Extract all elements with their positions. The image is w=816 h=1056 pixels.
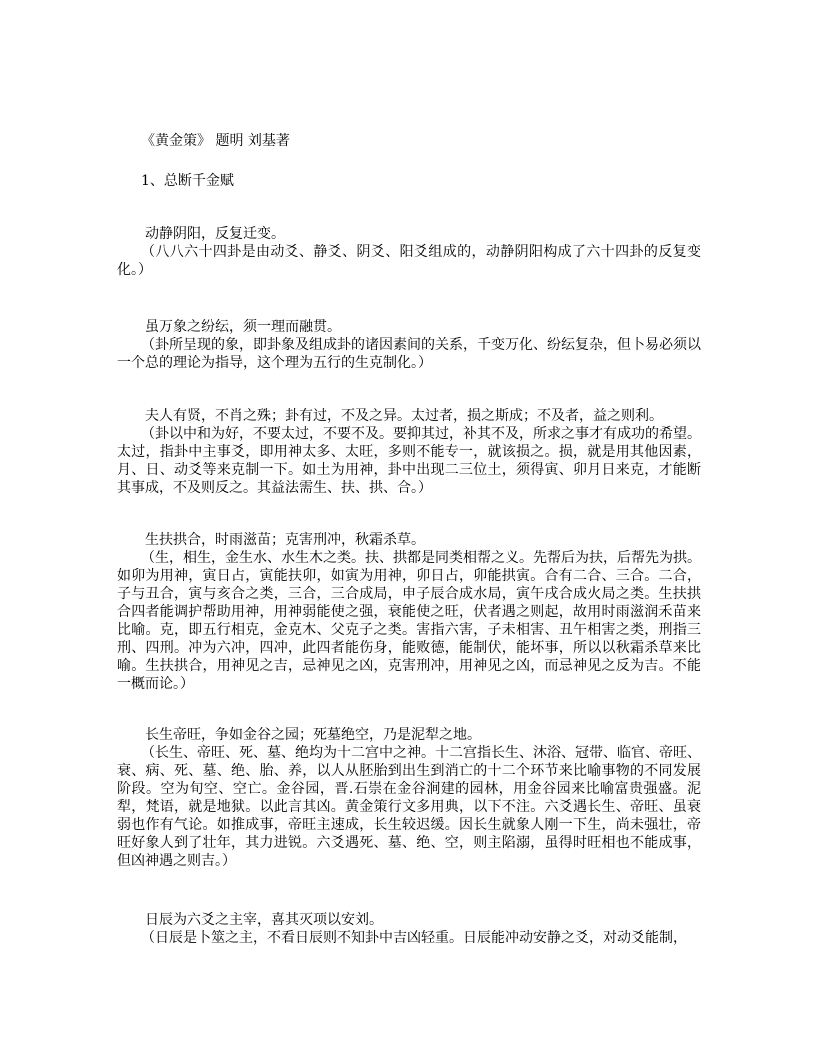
section-heading: 1、总断千金赋 [141,173,234,189]
passage-note: （八八六十四卦是由动爻、静爻、阴爻、阳爻组成的，动静阴阳构成了六十四卦的反复变化。） [117,244,701,278]
passage-6 [117,911,701,947]
passage-4 [117,531,701,693]
passage-1 [117,225,701,279]
passage-note: （卦以中和为好，不要太过，不要不及。要抑其过，补其不及，所求之事才有成功的希望。太过，指卦中主事爻，即用神太多、太旺，多则不能专一，就该损之。损，就是用其他因素，月、日、动爻等来克制一下。如土为用神，卦中出现二三位土，须得寅、卯月日来克，才能断其事成，不及则反之。其益法需生、扶、拱、合。） [117,426,701,496]
passage-2 [117,318,701,372]
passage-note: （卦所呈现的象，即卦象及组成卦的诸因素间的关系，千变万化、纷纭复杂，但卜易必须以一个总的理论为指导，这个理为五行的生克制化。） [117,337,701,371]
passage-note: （生，相生，金生水、水生木之类。扶、拱都是同类相帮之义。先帮后为扶，后帮先为拱。如卯为用神，寅日占，寅能扶卯，如寅为用神，卯日占，卯能拱寅。合有二合、三合。二合，子与丑合，寅与亥合之类，三合，三合成局，申子辰合成水局，寅午戌合成火局之类。生扶拱合四者能调护帮助用神，用神弱能使之强，衰能使之旺，伏者遇之则起，故用时雨滋润禾苗来比喻。克，即五行相克，金克木、父克子之类。害指六害，子未相害、丑午相害之类，刑指三刑、四刑。冲为六冲，四冲，此四者能伤身，能败德，能制伏，能坏事，所以以秋霜杀草来比喻。生扶拱合，用神见之吉，忌神见之凶，克害刑冲，用神见之凶，而忌神见之反为吉。不能一概而论。） [117,550,701,692]
passage-5 [117,726,701,870]
passage-verse: 日辰为六爻之主宰，喜其灭项以安刘。 [145,912,383,928]
passage-note: （长生、帝旺、死、墓、绝均为十二宫中之神。十二宫指长生、沐浴、冠带、临官、帝旺、衰、病、死、墓、绝、胎、养，以人从胚胎到出生到消亡的十二个环节来比喻事物的不同发展阶段。空为旬空、空亡。金谷园，晋.石崇在金谷涧建的园林，用金谷园来比喻富贵强盛。泥犁，梵语，就是地狱。以此言其凶。黄金策行文多用典，以下不注。六爻遇长生、帝旺、虽衰弱也作有气论。如推成事，帝旺主速成，长生较迟缓。因长生就象人刚一下生，尚未强壮，帝旺好象人到了壮年，其力进锐。六爻遇死、墓、绝、空，则主陷溺，虽得时旺相也不能成事，但凶神遇之则吉。） [117,745,701,869]
passage-note: （日辰是卜筮之主，不看日辰则不知卦中吉凶轻重。日辰能冲动安静之爻，对动爻能制， [141,930,687,946]
passage-verse: 长生帝旺，争如金谷之园；死墓绝空，乃是泥犁之地。 [145,727,481,743]
passage-verse: 夫人有贤，不肖之殊；卦有过，不及之异。太过者，损之斯成；不及者，益之则利。 [145,408,663,424]
passage-verse: 虽万象之纷纭，须一理而融贯。 [145,319,341,335]
passage-3 [117,407,701,497]
passage-verse: 生扶拱合，时雨滋苗；克害刑冲，秋霜杀草。 [145,532,425,548]
passage-verse: 动静阴阳，反复迁变。 [145,226,285,242]
document-title: 《黄金策》 题明 刘基著 [141,133,290,149]
